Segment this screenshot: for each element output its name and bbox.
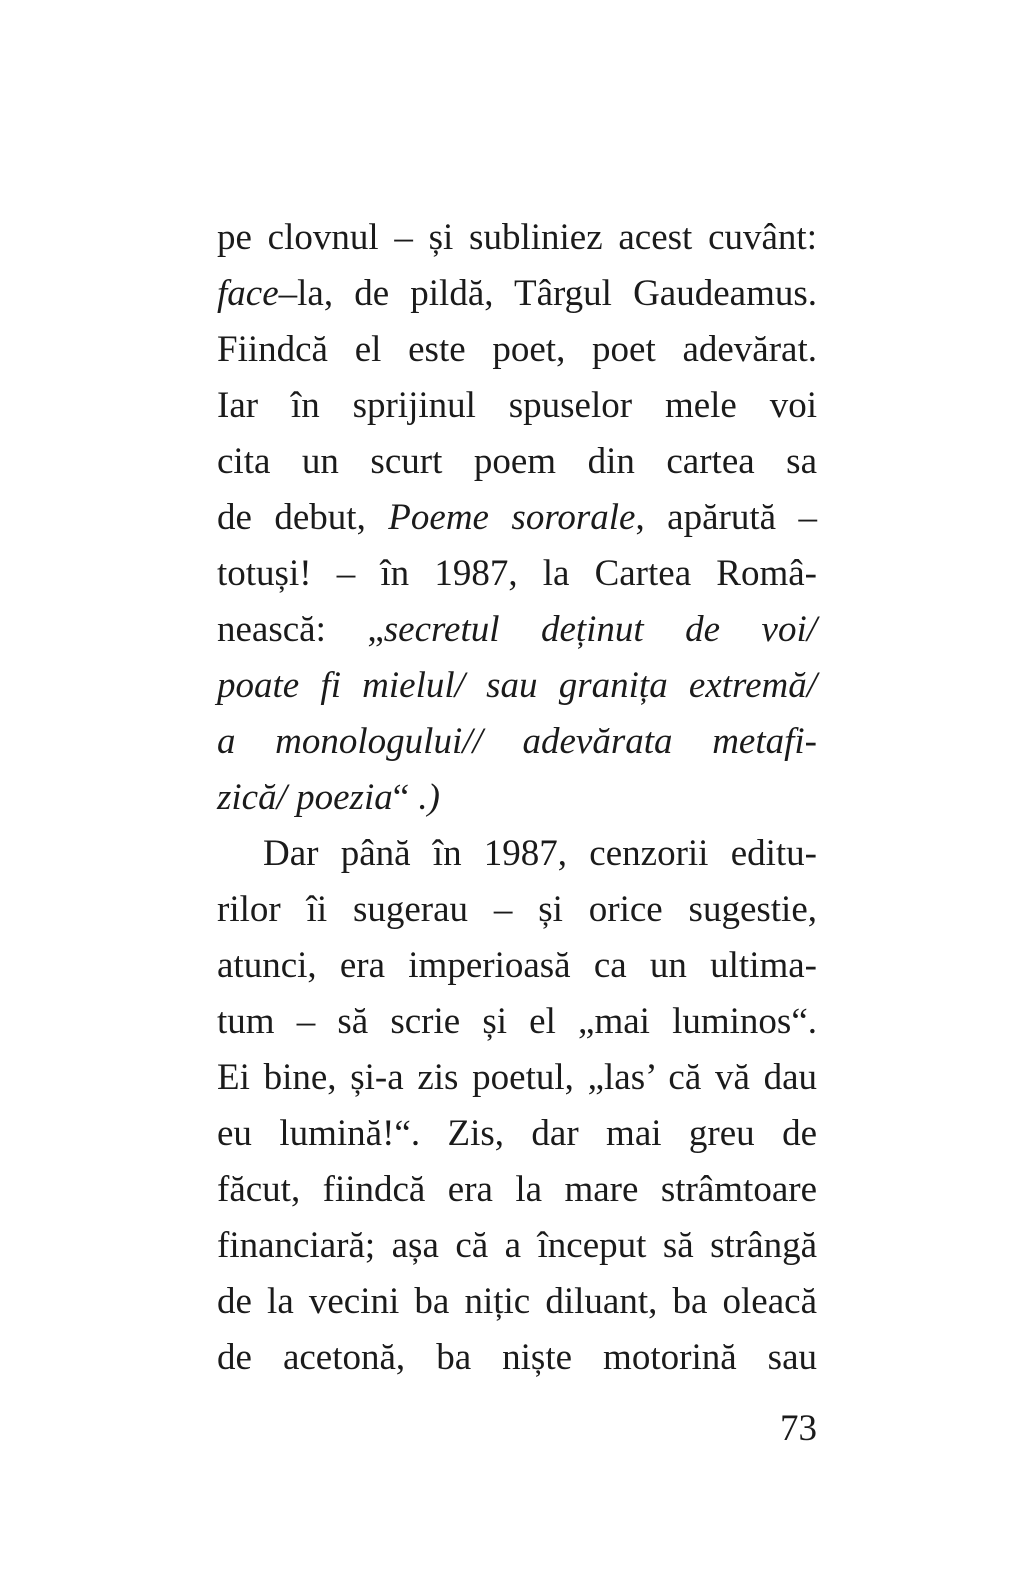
text-segment: zică/ poezia (217, 777, 393, 818)
text-segment: a monologului// adevărata metafi- (217, 721, 817, 762)
text-segment: poate fi mielul/ sau granița extremă/ (217, 665, 817, 706)
text-segment: , apărută – (635, 497, 817, 538)
text-line (217, 1106, 817, 1162)
text-segment: financiară; așa că a început să strângă (217, 1225, 817, 1266)
text-segment: .) (409, 777, 440, 818)
text-segment: rilor îi sugerau – și orice sugestie, (217, 889, 817, 930)
text-segment: tum – să scrie și el „mai luminos“. (217, 1001, 817, 1042)
text-segment: de debut, (217, 497, 389, 538)
text-line (217, 546, 817, 602)
text-segment: Ei bine, și-a zis poetul, „las’ că vă dau (217, 1057, 817, 1098)
text-line (217, 770, 817, 826)
text-line (217, 1218, 817, 1274)
text-segment: totuși! – în 1987, la Cartea Româ- (217, 553, 817, 594)
text-segment: –la, de pildă, Târgul Gaudeamus. (278, 273, 817, 314)
text-line (217, 378, 817, 434)
text-line (217, 210, 817, 266)
text-segment: nească: „ (217, 609, 384, 650)
text-line (217, 1162, 817, 1218)
text-line (217, 714, 817, 770)
text-segment: Dar până în 1987, cenzorii editu- (263, 833, 817, 874)
text-line (217, 882, 817, 938)
text-line (217, 1050, 817, 1106)
text-line (217, 490, 817, 546)
text-segment: Iar în sprijinul spuselor mele voi (217, 385, 817, 426)
text-segment: “ (392, 777, 410, 818)
text-line (217, 826, 817, 882)
text-line (217, 322, 817, 378)
text-segment: pe clovnul – și subliniez acest cuvânt: (217, 217, 817, 258)
text-segment: Fiindcă el este poet, poet adevărat. (217, 329, 817, 370)
page-number: 73 (780, 1408, 817, 1449)
text-segment: eu lumină!“. Zis, dar mai greu de (217, 1113, 817, 1154)
text-line (217, 658, 817, 714)
text-line (217, 602, 817, 658)
text-segment: cita un scurt poem din cartea sa (217, 441, 817, 482)
text-line (217, 994, 817, 1050)
text-line (217, 266, 817, 322)
text-segment: de la vecini ba nițic diluant, ba oleacă (217, 1281, 817, 1322)
text-line (217, 434, 817, 490)
text-segment: face (217, 273, 279, 314)
body-text (217, 210, 817, 1386)
text-line (217, 1274, 817, 1330)
text-segment: secretul deținut de voi/ (383, 609, 818, 650)
text-segment: făcut, fiindcă era la mare strâmtoare (217, 1169, 817, 1210)
text-segment: atunci, era imperioasă ca un ultima- (217, 945, 817, 986)
text-line (217, 1330, 817, 1386)
text-segment: Poeme sororale (388, 497, 636, 538)
text-line (217, 938, 817, 994)
text-segment: de acetonă, ba niște motorină sau (217, 1337, 817, 1378)
